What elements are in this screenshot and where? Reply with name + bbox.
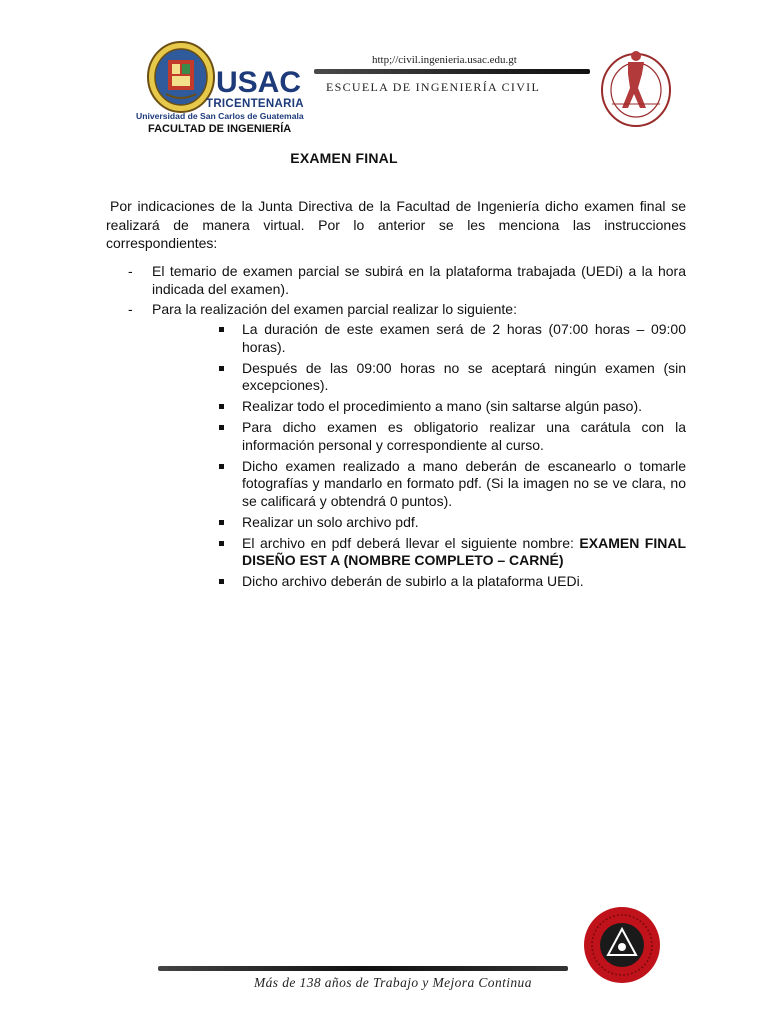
usac-tricentenaria: TRICENTENARIA <box>206 98 304 110</box>
list-item-text: Realizar un solo archivo pdf. <box>242 513 419 530</box>
square-bullet-icon <box>219 404 224 409</box>
civil-engineering-seal-icon <box>598 42 674 132</box>
dash-item-text: Para la realización del examen parcial realizar lo siguiente: <box>152 301 517 317</box>
school-name: ESCUELA DE INGENIERÍA CIVIL <box>326 80 541 94</box>
intro-paragraph: Por indicaciones de la Junta Directiva de la Facultad de Ingeniería dicho examen final se realizará de manera virtual. Por lo anterior se les menciona las instrucciones correspondientes: <box>106 198 686 251</box>
instructions-dash-list <box>106 262 686 318</box>
document-title-text: EXAMEN FINAL <box>290 150 398 166</box>
square-bullet-icon <box>219 464 224 469</box>
header-divider <box>314 69 590 74</box>
usac-name: USAC <box>216 66 302 99</box>
required-file-name: EXAMEN FINAL DISEÑO EST A (NOMBRE COMPLETO – CARNÉ) <box>242 534 687 568</box>
list-item-text: Dicho archivo deberán de subirlo a la plataforma UEDi. <box>242 573 584 589</box>
square-bullet-icon <box>219 520 224 525</box>
dash-item-text: El temario de examen parcial se subirá en la plataforma trabajada (UEDi) a la hora indicada del examen). <box>152 263 686 297</box>
square-bullet-icon <box>219 425 224 430</box>
list-item <box>216 398 686 416</box>
exam-rules-list <box>216 321 686 594</box>
square-bullet-icon <box>219 366 224 371</box>
list-item-text: La duración de este examen será de 2 horas (07:00 horas – 09:00 horas). <box>242 321 686 355</box>
list-item <box>216 535 686 570</box>
accreditation-seal-icon <box>582 905 662 985</box>
letterhead <box>0 0 768 140</box>
list-item <box>216 321 686 356</box>
footer-divider <box>158 966 568 971</box>
faculty-name: FACULTAD DE INGENIERÍA <box>148 123 292 135</box>
university-name: Universidad de San Carlos de Guatemala <box>136 111 304 121</box>
square-bullet-icon <box>219 327 224 332</box>
dash-marker: - <box>128 301 133 317</box>
list-item <box>216 419 686 454</box>
list-item <box>216 360 686 395</box>
list-item-text: Para dicho examen es obligatorio realizar una carátula con la información personal y correspondiente al curso. <box>242 419 686 453</box>
list-item-text: Realizar todo el procedimiento a mano (sin saltarse algún paso). <box>242 398 642 414</box>
dash-marker: - <box>128 263 133 279</box>
list-item <box>216 514 686 532</box>
dash-item <box>106 300 686 318</box>
document-title <box>0 150 768 166</box>
file-name-instruction: El archivo en pdf deberá llevar el siguiente nombre: <box>242 534 580 551</box>
list-item <box>216 573 686 591</box>
list-item-text: Después de las 09:00 horas no se aceptará ningún examen (sin excepciones). <box>242 359 686 393</box>
school-url: http;//civil.ingenieria.usac.edu.gt <box>372 54 517 66</box>
dash-item <box>106 262 686 298</box>
list-item-text: Dicho examen realizado a mano deberán de escanearlo o tomarle fotografías y mandarlo en formato pdf. (Si la imagen no se ve clara, no se calificará y obtendrá 0 puntos). <box>242 457 686 509</box>
footer-motto: Más de 138 años de Trabajo y Mejora Continua <box>254 975 532 990</box>
list-item <box>216 458 686 511</box>
square-bullet-icon <box>219 541 224 546</box>
square-bullet-icon <box>219 579 224 584</box>
